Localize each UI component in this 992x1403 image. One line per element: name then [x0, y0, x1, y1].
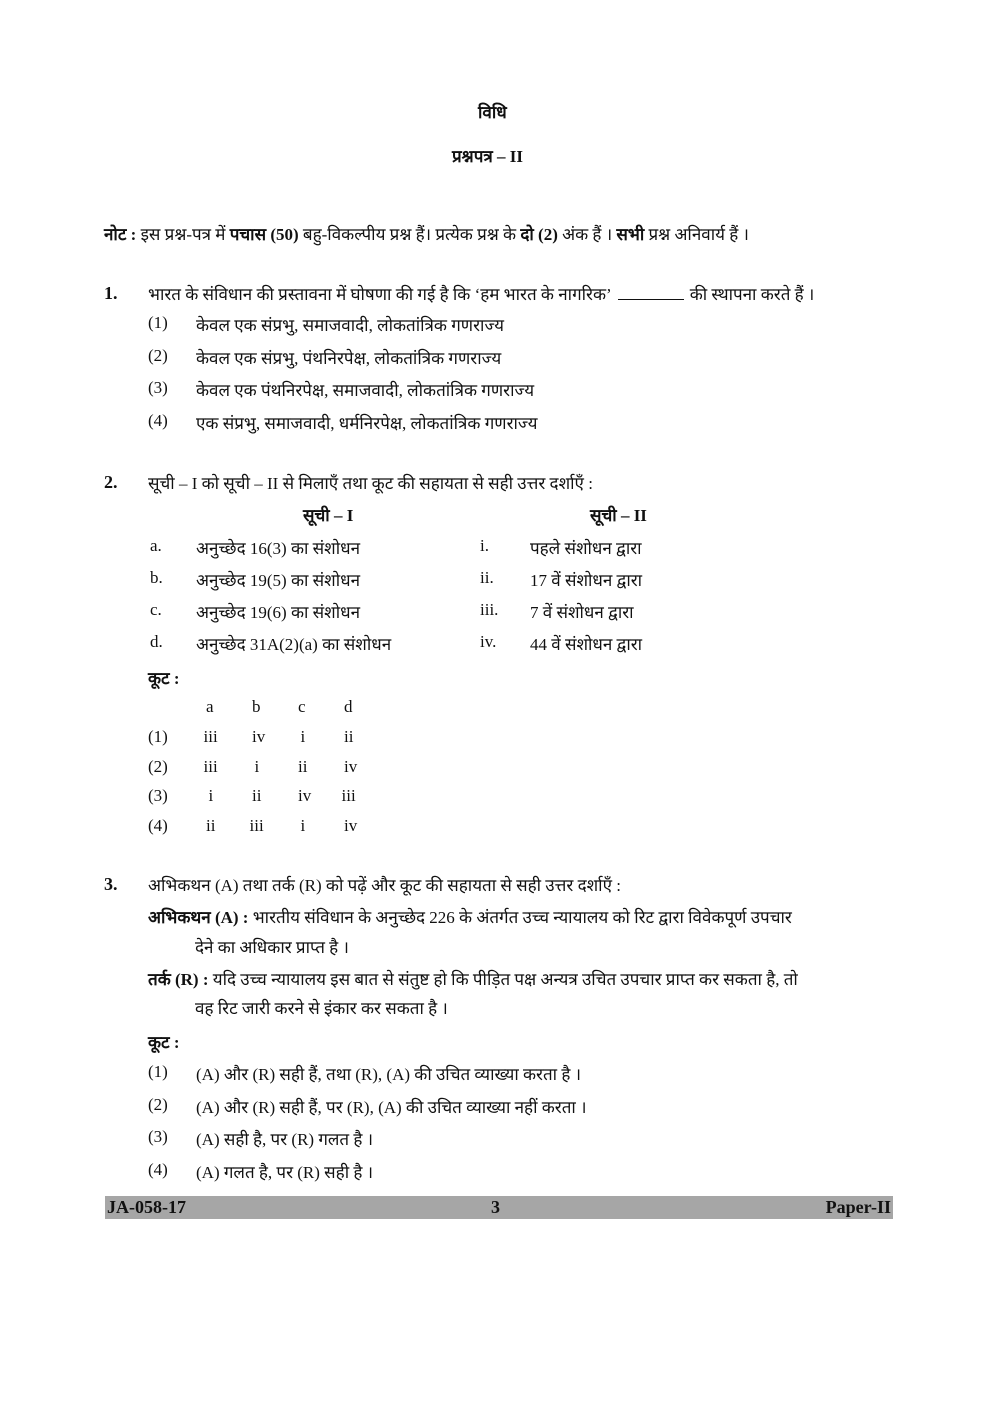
code-label: कूट : [148, 1033, 180, 1052]
option-text: केवल एक संप्रभु, पंथनिरपेक्ष, लोकतांत्रिक गणराज्य [196, 348, 502, 368]
list-2-key: iii. [480, 600, 499, 619]
list-2-key: iv. [480, 632, 497, 651]
question-number: 3. [104, 874, 118, 894]
code-value: i [300, 815, 306, 835]
code-value: iii [341, 786, 356, 805]
code-option-number: (3) [148, 786, 168, 805]
subject-title: विधि [478, 103, 507, 122]
option-number: (1) [148, 1062, 168, 1081]
assertion: अभिकथन (A) : भारतीय संविधान के अनुच्छेद 226 के अंतर्गत उच्च न्यायालय को रिट द्वारा विवेकपूर्ण उपचार [148, 908, 792, 927]
option-text: एक संप्रभु, समाजवादी, धर्मनिरपेक्ष, लोकतांत्रिक गणराज्य [196, 413, 538, 433]
note-label: नोट : [104, 225, 137, 244]
assertion-cont: देने का अधिकार प्राप्त है । [195, 938, 349, 957]
code-option-number: (4) [148, 815, 168, 835]
code-column-header: d [344, 697, 353, 716]
list-1-title: सूची – I [303, 506, 354, 525]
list-2-key: i. [480, 536, 489, 555]
option-number: (1) [148, 313, 168, 332]
list-1-key: c. [150, 600, 162, 619]
code-option-number: (1) [148, 727, 168, 746]
option-number: (3) [148, 1127, 168, 1146]
option-text: (A) और (R) सही हैं, पर (R), (A) की उचित व्याख्या नहीं करता । [196, 1097, 587, 1117]
code-value: iv [344, 815, 358, 835]
code-value: ii [252, 786, 262, 805]
list-2-key: ii. [480, 568, 494, 587]
paper-label: Paper-II [825, 1197, 891, 1217]
option-number: (2) [148, 1094, 168, 1114]
page-footer [105, 1196, 893, 1219]
question-text: अभिकथन (A) तथा तर्क (R) को पढ़ें और कूट की सहायता से सही उत्तर दर्शाएँ : [148, 876, 621, 895]
option-text: (A) और (R) सही हैं, तथा (R), (A) की उचित व्याख्या करता है । [196, 1065, 582, 1084]
code-value: iii [249, 815, 264, 835]
list-1-item: अनुच्छेद 31A(2)(a) का संशोधन [196, 635, 392, 654]
code-column-header: c [298, 697, 306, 716]
list-1-item: अनुच्छेद 16(3) का संशोधन [196, 539, 360, 558]
list-2-item: 7 वें संशोधन द्वारा [530, 603, 634, 622]
option-text: (A) सही है, पर (R) गलत है । [196, 1130, 374, 1149]
list-1-key: a. [150, 536, 162, 555]
code-column-header: a [206, 697, 214, 716]
option-text: (A) गलत है, पर (R) सही है । [196, 1162, 374, 1182]
question-number: 2. [104, 472, 118, 492]
question-text: भारत के संविधान की प्रस्तावना में घोषणा की गई है कि ‘हम भारत के नागरिक’ की स्थापना करते हैं । [148, 285, 815, 304]
list-2-item: 17 वें संशोधन द्वारा [530, 571, 643, 590]
paper-code: JA-058-17 [107, 1197, 186, 1217]
code-value: iv [252, 727, 266, 746]
code-column-header: b [252, 697, 261, 716]
option-number: (4) [148, 410, 168, 430]
option-number: (3) [148, 378, 168, 397]
page-number: 3 [491, 1197, 500, 1217]
code-option-number: (2) [148, 756, 168, 776]
code-value: i [208, 786, 214, 805]
list-1-item: अनुच्छेद 19(6) का संशोधन [196, 603, 360, 622]
code-value: iii [203, 727, 218, 746]
option-number: (4) [148, 1159, 168, 1179]
code-value: ii [206, 815, 216, 835]
list-2-item: पहले संशोधन द्वारा [530, 539, 642, 558]
question-text: सूची – I को सूची – II से मिलाएँ तथा कूट की सहायता से सही उत्तर दर्शाएँ : [148, 474, 593, 493]
list-2-item: 44 वें संशोधन द्वारा [530, 635, 643, 654]
list-2-title: सूची – II [590, 506, 647, 525]
option-number: (2) [148, 345, 168, 365]
list-1-item: अनुच्छेद 19(5) का संशोधन [196, 571, 360, 590]
option-text: केवल एक पंथनिरपेक्ष, समाजवादी, लोकतांत्रिक गणराज्य [196, 381, 535, 400]
list-1-key: b. [150, 568, 163, 587]
paper-title: प्रश्नपत्र – II [452, 147, 523, 166]
code-value: ii [344, 727, 354, 746]
code-value: ii [298, 756, 308, 776]
code-label: कूट : [148, 669, 180, 688]
code-value: iv [298, 786, 312, 805]
option-text: केवल एक संप्रभु, समाजवादी, लोकतांत्रिक गणराज्य [196, 316, 505, 335]
reason-cont: वह रिट जारी करने से इंकार कर सकता है । [195, 999, 448, 1018]
instructions-note: नोट : इस प्रश्न-पत्र में पचास (50) बहु-विकल्पीय प्रश्न हैं। प्रत्येक प्रश्न के दो (2) अंक हैं । सभी प्रश्न अनिवार्य हैं । [104, 225, 749, 244]
code-value: i [300, 727, 306, 746]
code-value: iv [344, 756, 358, 776]
question-number: 1. [104, 283, 118, 303]
reason: तर्क (R) : यदि उच्च न्यायालय इस बात से संतुष्ट हो कि पीड़ित पक्ष अन्यत्र उचित उपचार प्राप्त कर सकता है, तो [148, 970, 798, 989]
list-1-key: d. [150, 632, 163, 651]
code-value: i [254, 756, 260, 776]
fill-blank [618, 299, 684, 300]
code-value: iii [203, 756, 218, 776]
